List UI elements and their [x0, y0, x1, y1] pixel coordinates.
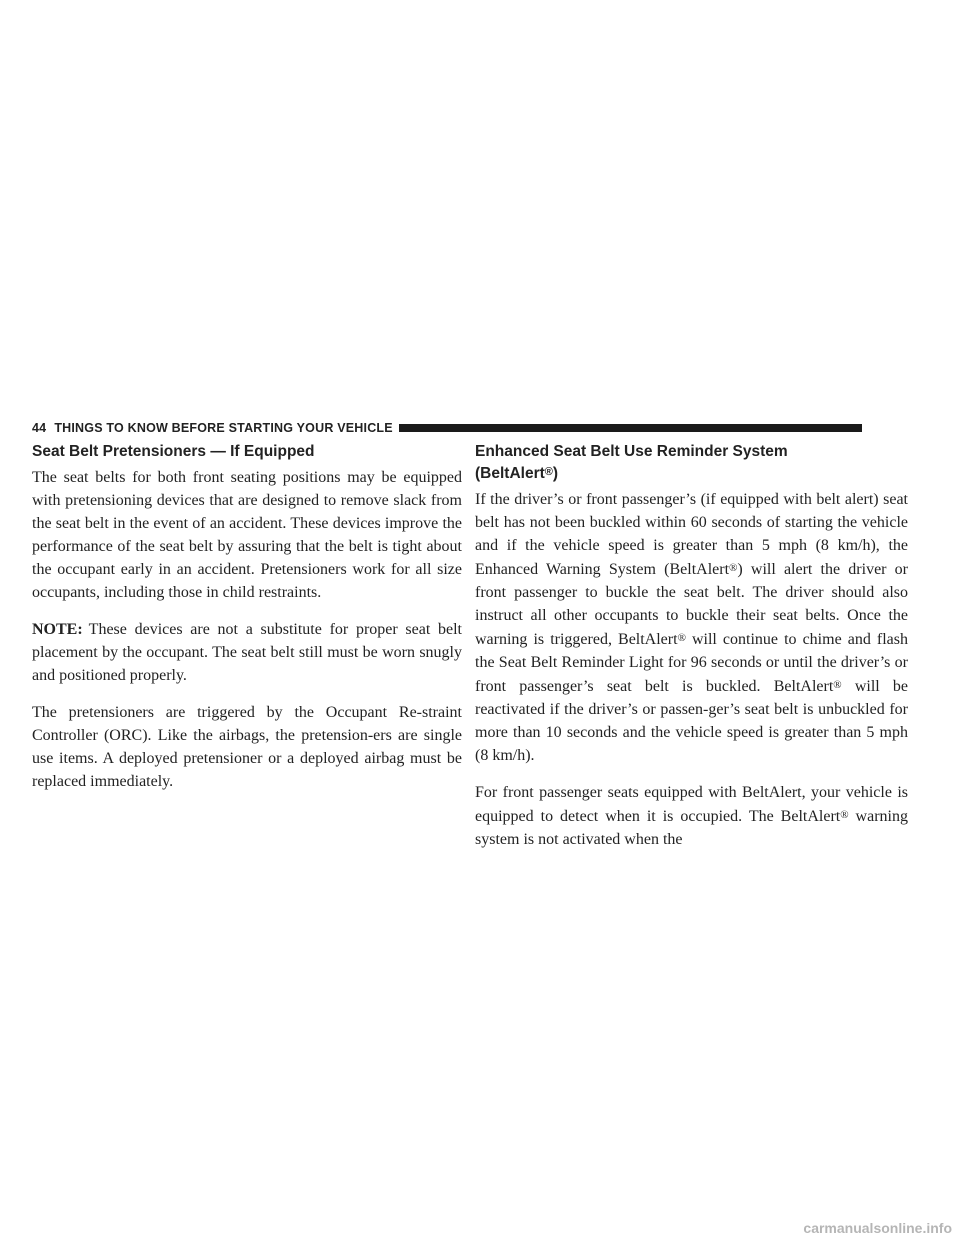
beltalert-text-c: will continue to chime and flash the Seat Belt Reminder Light for 96 seconds or until the driver’s or front passenger’s seat belt is buckled. BeltAlert — [475, 631, 908, 695]
right-column — [475, 441, 908, 865]
beltalert-text-a: If the driver’s or front passenger’s (if equipped with belt alert) seat belt has not been buckled within 60 seconds of starting the vehicle and if the vehicle speed is greater than 5 mph (8 km/h), the Enhanced Warning System (BeltAlert — [475, 491, 908, 578]
pretensioners-paragraph: The seat belts for both front seating positions may be equipped with pretensioning devices that are designed to remove slack from the seat belt in the event of an accident. These devices improve the performance of the seat belt by assuring that the belt is tight about the occupant early in an accident. Pretensioners work for all size occupants, including those in child restraints. — [32, 469, 462, 601]
beltalert-heading — [475, 441, 908, 484]
beltalert-text-d: will be reactivated if the driver’s or passen-ger’s seat belt is unbuckled for more than 10 seconds and the vehicle speed is greater than 5 mph (8 km/h). — [475, 678, 908, 764]
registered-mark: ® — [544, 466, 553, 478]
beltalert-heading-line1: Enhanced Seat Belt Use Reminder System — [475, 443, 788, 460]
header-rule — [399, 424, 862, 432]
page-header — [32, 418, 862, 438]
note-label: NOTE: — [32, 621, 83, 638]
note-paragraph — [32, 618, 462, 687]
left-column — [32, 441, 462, 807]
beltalert-paragraph — [475, 488, 908, 767]
beltalert-heading-line2: (BeltAlert — [475, 465, 545, 482]
registered-mark: ® — [833, 679, 842, 691]
beltalert-heading-line2-end: ) — [552, 465, 559, 482]
beltalert-text-b: ) will alert the driver or front passenger to buckle the seat belt. The driver should also instruct all other occupants to buckle their seat belts. Once the warning is triggered, BeltAlert — [475, 561, 909, 648]
page-number: 44 — [32, 421, 47, 435]
trigger-paragraph: The pretensioners are triggered by the Occupant Re-straint Controller (ORC). Like the airbags, the pretension-ers are single use items. A deployed pretensioner or a deployed airbag must be replaced immediately. — [32, 704, 462, 790]
section-title: THINGS TO KNOW BEFORE STARTING YOUR VEHICLE — [54, 421, 393, 435]
passenger-text-a: For front passenger seats equipped with BeltAlert, your vehicle is equipped to detect when it is occupied. The BeltAlert — [475, 784, 908, 825]
passenger-text-b: warning system is not activated when the — [475, 808, 908, 848]
note-text: These devices are not a substitute for proper seat belt placement by the occupant. The seat belt still must be worn snugly and positioned properly. — [32, 621, 462, 684]
passenger-detect-paragraph — [475, 781, 908, 851]
registered-mark: ® — [840, 809, 849, 821]
registered-mark: ® — [677, 632, 686, 644]
site-watermark: carmanualsonline.info — [803, 1220, 952, 1236]
registered-mark: ® — [729, 562, 738, 574]
pretensioners-heading: Seat Belt Pretensioners — If Equipped — [32, 443, 315, 460]
